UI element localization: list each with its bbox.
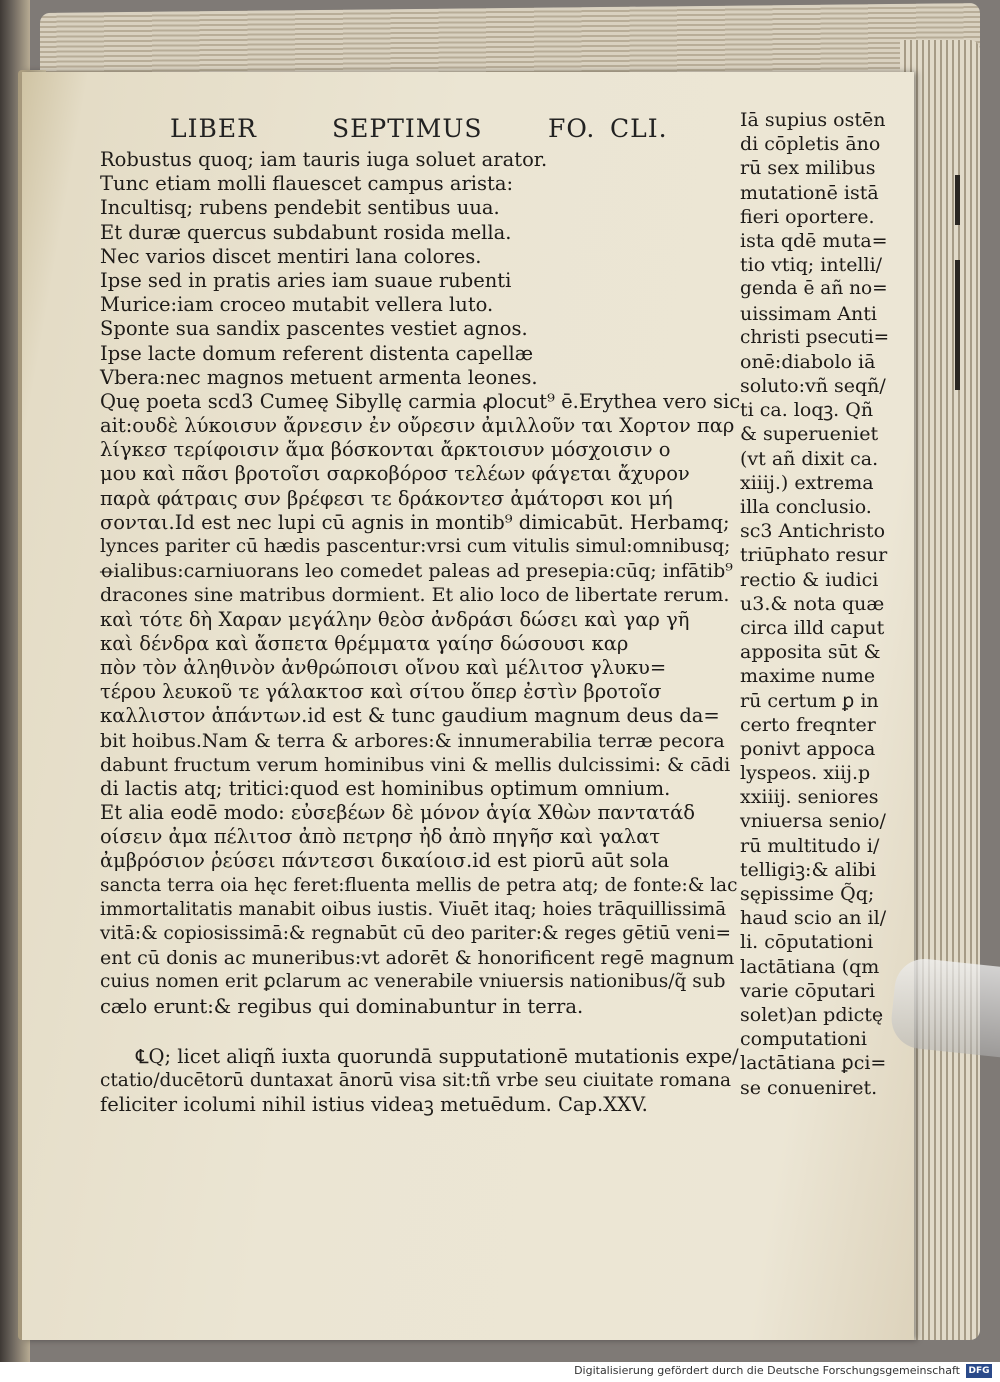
text-line: Quę poeta scd3 Cumeę Sibyllę carmia ꝓlocut⁹ ē.Erythea vero sic <box>100 389 741 413</box>
dfg-logo: DFG <box>966 1364 992 1378</box>
text-line: Nec varios discet mentiri lana colores. <box>100 244 482 268</box>
gloss-line: sępissime Q̃q; <box>740 883 875 905</box>
text-line: σονται.Id est nec lupi cū agnis in montib⁹ dimicabūt. Herbamq; <box>100 510 730 534</box>
gloss-line: rū sex milibus <box>740 157 876 180</box>
text-line: dabunt fructum verum hominibus vini & mellis dulcissimi: & cādi <box>100 753 731 776</box>
gloss-line: circa illd caput <box>740 616 885 639</box>
text-line: Et duræ quercus subdabunt rosida mella. <box>100 220 512 244</box>
running-header <box>170 114 730 146</box>
funding-notice: Digitalisierung gefördert durch die Deutsche Forschungsgemeinschaft <box>574 1364 960 1377</box>
gloss-line: (vt añ dixit ca. <box>740 447 879 470</box>
header-liber: LIBER <box>170 114 257 143</box>
gloss-line: lactātiana ꝑci= <box>740 1052 887 1075</box>
text-line: ꝋialibus:carniuorans leo comedet paleas ad presepia:cūq; infātib⁹ <box>100 560 733 583</box>
header-folio-number: CLI. <box>610 114 668 143</box>
gloss-line: rū multitudo i/ <box>740 834 880 857</box>
text-line: vitā:& copiosissimā:& regnabūt cū deo pariter:& reges gētiū veni= <box>100 923 731 944</box>
text-line: cælo erunt:& regibus qui dominabuntur in terra. <box>100 994 584 1018</box>
gloss-line: rectio & iudici <box>740 568 879 591</box>
greek-line: παρὰ φάτραις συν βρέφεσι τε δράκοντεσ ἀμάτορσι κοι μή <box>100 486 673 510</box>
gloss-line: ti ca. loqꝫ. Qñ <box>740 399 874 422</box>
gloss-line: lyspeos. xiij.p <box>740 762 871 785</box>
gloss-line: & superueniet <box>740 423 879 446</box>
gloss-line: Iā supius ostēn <box>740 109 886 131</box>
gloss-line: haud scio an il/ <box>740 907 887 930</box>
header-fo: FO. <box>548 114 596 143</box>
tab-marker <box>955 260 960 390</box>
page-clip <box>889 956 1000 1058</box>
text-line: Robustus quoq; iam tauris iuga soluet arator. <box>100 148 548 171</box>
gloss-line: solet)an pdictę <box>740 1003 884 1026</box>
gloss-line: di cōpletis āno <box>740 133 881 156</box>
gloss-line: sc3 Antichristo <box>740 520 886 543</box>
greek-line: τέρου λευκοῦ τε γάλακτοσ καὶ σίτου ὅπερ ἐστὶν βροτοῖσ <box>100 680 662 704</box>
text-line: sancta terra oia hęc feret:fluenta mellis de petra atq; de fonte:& lac <box>100 874 738 896</box>
gloss-line: uissimam Anti <box>740 302 877 325</box>
text-line: Ipse lacte domum referent distenta capellæ <box>100 341 534 365</box>
gloss-line: mutationē istā <box>740 181 879 204</box>
text-line: Ipse sed in pratis aries iam suaue rubenti <box>100 268 512 292</box>
gloss-line: soluto:vñ seqñ/ <box>740 375 886 398</box>
gloss-line: certo freqnter <box>740 713 876 736</box>
greek-line: καὶ δένδρα καὶ ἄσπετα θρέμματα γαίησ δώσουσι καρ <box>100 631 629 655</box>
gloss-line: onē:diabolo iā <box>740 350 876 373</box>
gloss-line: apposita sūt & <box>740 641 881 664</box>
gloss-line: genda ē añ no= <box>740 278 888 300</box>
text-line: Et alia eodē modo: εὐσεβέων δὲ μόνον ἁγία Χθὼν παντατάδ <box>100 801 695 825</box>
tab-marker <box>955 175 960 225</box>
gloss-line: triūphato resur <box>740 544 888 567</box>
greek-line: καὶ τότε δὴ Χαραν μεγάλην θεὸσ ἀνδράσι δώσει καὶ γαρ γῆ <box>100 607 690 631</box>
text-line: ent cū donis ac muneribus:vt adorēt & honorificent regē magnum <box>100 947 735 970</box>
gloss-line: lactātiana (qm <box>740 955 880 978</box>
text-line: dracones sine matribus dormient. Et alio loco de libertate rerum. <box>100 584 730 607</box>
gloss-line: fieri oportere. <box>740 205 875 228</box>
greek-line: πὸν τὸν ἀληθινὸν ἀνθρώποισι οἴνου καὶ μέλιτοσ γλυκυ= <box>100 655 667 679</box>
text-line: cuius nomen erit ꝑclarum ac venerabile vniuersis nationibus/q̃ sub <box>100 971 726 993</box>
gloss-line: telligiꝫ:& alibi <box>740 858 877 881</box>
main-text-block <box>100 148 740 1117</box>
text-line: Incultisq; rubens pendebit sentibus uua. <box>100 196 500 220</box>
gloss-line: xiiij.) extrema <box>740 471 874 494</box>
chapter-heading-line: ctatio/ducētorū duntaxat ānorū visa sit:tñ vrbe seu ciuitate romana <box>100 1069 732 1091</box>
paragraph-gap <box>100 1019 740 1045</box>
gloss-line: xxiiij. seniores <box>740 786 879 809</box>
gloss-line: tio vtiq; intelli/ <box>740 254 883 277</box>
gloss-line: computationi <box>740 1028 867 1051</box>
text-line: Tunc etiam molli flauescet campus arista: <box>100 172 514 196</box>
gloss-line: li. cōputationi <box>740 931 874 954</box>
gloss-line: christi psecuti= <box>740 326 890 348</box>
text-line: Sponte sua sandix pascentes vestiet agnos. <box>100 317 528 341</box>
gloss-line: illa conclusio. <box>740 496 872 518</box>
text-line: καλλιστον ἁπάντων.id est & tunc gaudium magnum deus da= <box>100 704 720 728</box>
greek-line: μου καὶ πᾶσι βροτοῖσι σαρκοβόροσ τελέων φάγεται ἄχυρον <box>100 462 690 486</box>
gloss-line: varie cōputari <box>740 979 876 1002</box>
text-line: di lactis atq; tritici:quod est hominibus optimum omnium. <box>100 776 671 800</box>
gloss-line: maxime nume <box>740 665 876 688</box>
chapter-heading-line: feliciter icolumi nihil istius videaꝫ metuēdum. Cap.XXV. <box>100 1093 648 1117</box>
greek-line: οίσειν ἀμα πέλιτοσ ἀπὸ πετρησ ἠδ ἀπὸ πηγῆσ καὶ γαλατ <box>100 825 661 849</box>
gloss-line: rū certum ꝑ in <box>740 689 879 712</box>
text-line: ἀμβρόσιον ῥεύσει πάντεσσι δικαίοισ.id est piorū aūt sola <box>100 849 670 873</box>
gloss-line: ponivt appoca <box>740 737 876 760</box>
greek-line: λίγκεσ τερίφοισιν ἅμα βόσκονται ἄρκτοισυν μόσχοισιν ο <box>100 438 671 462</box>
text-line: immortalitatis manabit oibus iustis. Viuēt itaq; hoies trāquillissimā <box>100 898 727 920</box>
gloss-line: ista qdē muta= <box>740 229 888 252</box>
gloss-line: u3.& nota quæ <box>740 592 885 615</box>
gloss-line: se conueniret. <box>740 1076 878 1099</box>
text-line: Murice:iam croceo mutabit vellera luto. <box>100 293 494 317</box>
gloss-line: vniuersa senio/ <box>740 810 886 833</box>
greek-line: ait:ουδὲ λύκοισυν ἄρνεσιν ἐν οὔρεσιν ἀμιλλοῦν ται Χορτον παρ <box>100 414 735 438</box>
marginal-gloss <box>740 108 890 1100</box>
text-line: Vbera:nec magnos metuent armenta leones. <box>100 365 538 389</box>
chapter-heading-line: ℄Q; licet aliqñ iuxta quorundā supputationē mutationis expe/ <box>136 1044 739 1068</box>
text-line: bit hoibus.Nam & terra & arbores:& innumerabilia terræ pecora <box>100 729 725 752</box>
text-line: lynces pariter cū hædis pascentur:vrsi cum vitulis simul:omnibusq; <box>100 536 731 557</box>
header-septimus: SEPTIMUS <box>332 114 483 143</box>
